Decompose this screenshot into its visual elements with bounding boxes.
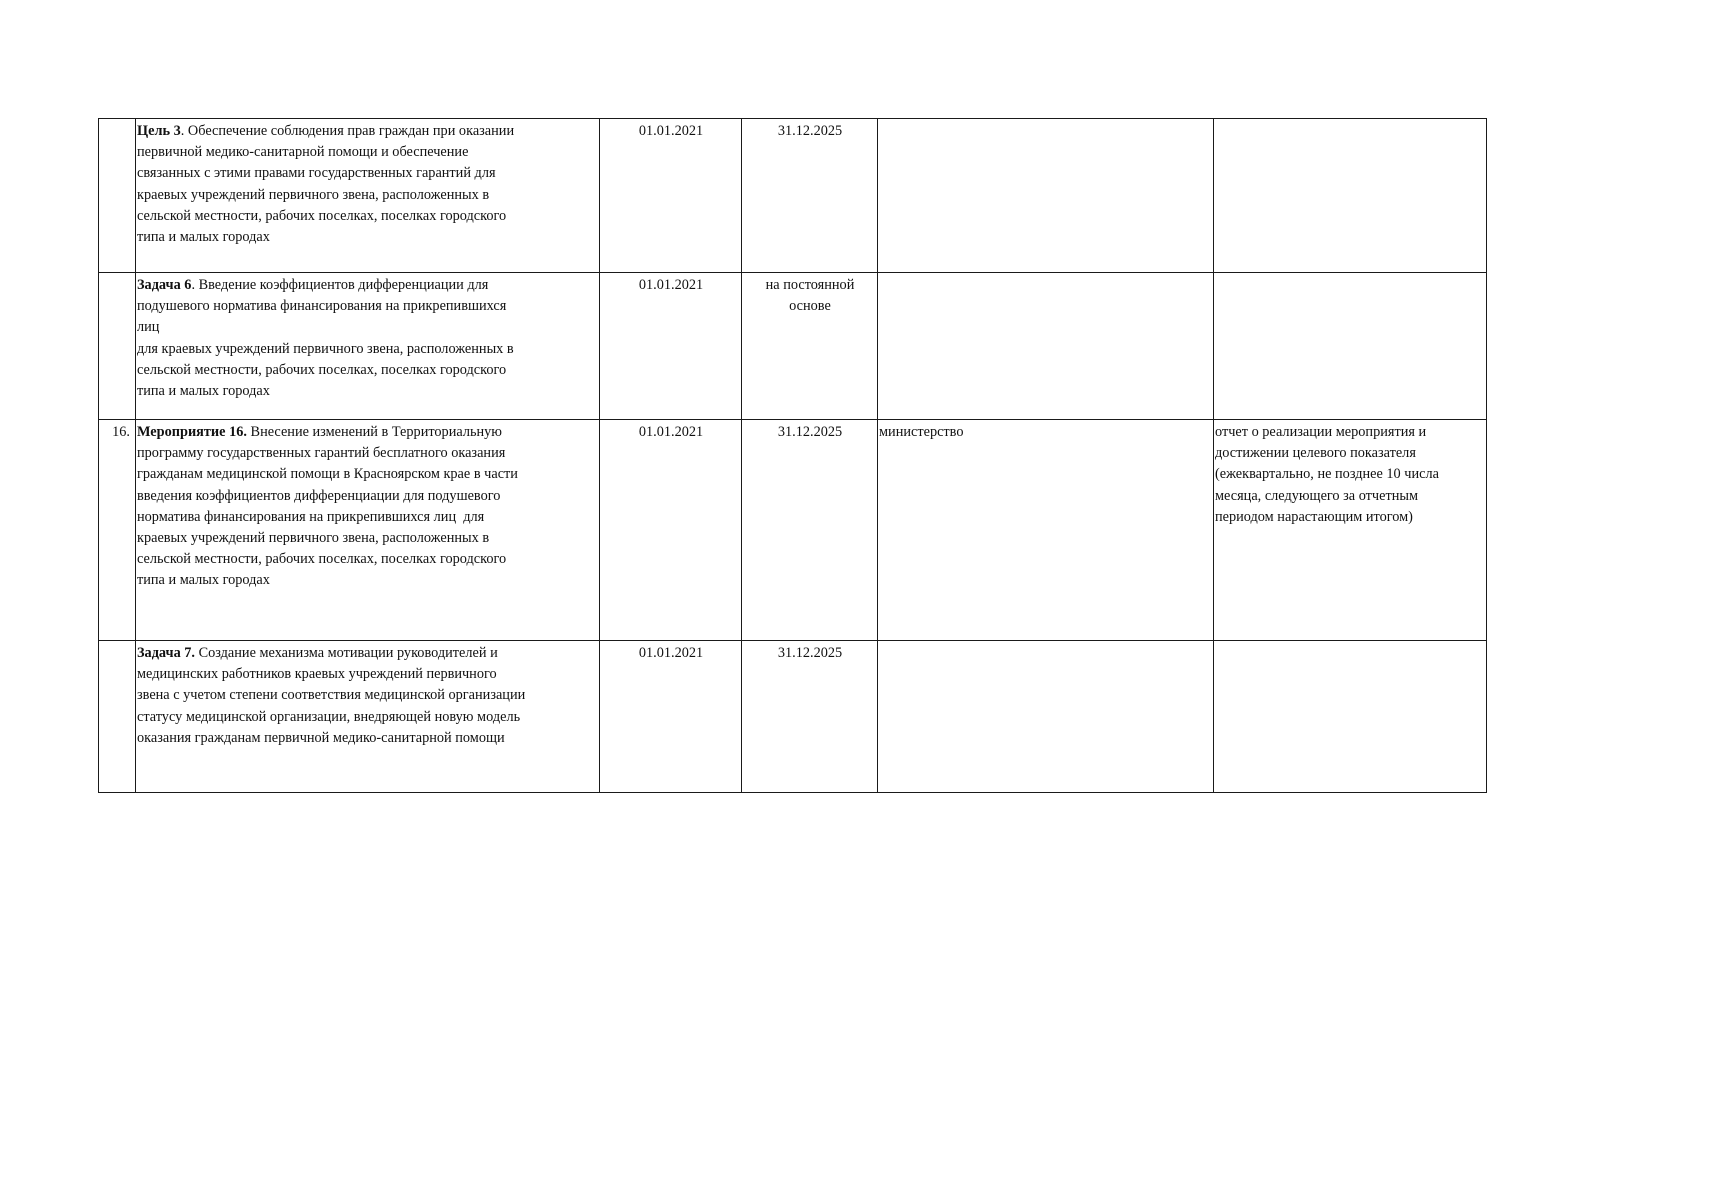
description-line: типа и малых городах bbox=[137, 572, 270, 589]
task-label: Задача 7. bbox=[137, 645, 196, 661]
description-line: . Обеспечение соблюдения прав граждан при оказании bbox=[180, 123, 515, 139]
result-line: месяца, следующего за отчетным bbox=[1215, 487, 1419, 504]
description-line: Создание механизма мотивации руководителей и bbox=[195, 645, 498, 661]
responsible-cell bbox=[878, 119, 1214, 273]
end-date-cell bbox=[742, 641, 878, 793]
description-line: введения коэффициентов дифференциации для подушевого bbox=[137, 487, 501, 504]
description-line: гражданам медицинской помощи в Красноярском крае в части bbox=[137, 466, 518, 483]
row-number-cell bbox=[99, 273, 136, 420]
responsible-cell: министерство bbox=[878, 420, 1214, 641]
responsible-cell bbox=[878, 273, 1214, 420]
description-line: звена с учетом степени соответствия медицинской организации bbox=[137, 687, 526, 704]
description-line: лиц bbox=[137, 319, 160, 336]
measures-table bbox=[98, 118, 1487, 793]
description-line: Внесение изменений в Территориальную bbox=[246, 424, 502, 440]
table-row bbox=[99, 119, 1487, 273]
result-line: отчет о реализации мероприятия и bbox=[1215, 424, 1427, 440]
row-number-cell bbox=[99, 119, 136, 273]
result-line: достижении целевого показателя bbox=[1215, 445, 1416, 462]
end-date-cell bbox=[742, 273, 878, 420]
end-date-line: 31.12.2025 bbox=[777, 123, 843, 139]
row-number-cell: 16. bbox=[99, 420, 136, 641]
table-row bbox=[99, 641, 1487, 793]
start-date-cell: 01.01.2021 bbox=[600, 641, 742, 793]
goal-label: Цель 3 bbox=[137, 123, 181, 139]
end-date-line: основе bbox=[789, 298, 831, 315]
description-line: оказания гражданам первичной медико-санитарной помощи bbox=[137, 729, 505, 746]
description-cell bbox=[136, 641, 600, 793]
result-cell bbox=[1214, 119, 1487, 273]
description-line: статусу медицинской организации, внедряющей новую модель bbox=[137, 708, 521, 725]
table-row bbox=[99, 273, 1487, 420]
responsible-cell bbox=[878, 641, 1214, 793]
description-line: краевых учреждений первичного звена, расположенных в bbox=[137, 530, 490, 547]
description-line: связанных с этими правами государственных гарантий для bbox=[137, 165, 496, 182]
description-cell bbox=[136, 119, 600, 273]
start-date-cell: 01.01.2021 bbox=[600, 119, 742, 273]
description-line: первичной медико-санитарной помощи и обеспечение bbox=[137, 144, 469, 161]
description-line: сельской местности, рабочих поселках, поселках городского bbox=[137, 361, 507, 378]
end-date-line: 31.12.2025 bbox=[777, 645, 843, 661]
description-line: краевых учреждений первичного звена, расположенных в bbox=[137, 186, 490, 203]
measure-label: Мероприятие 16. bbox=[137, 424, 247, 440]
description-line: сельской местности, рабочих поселках, поселках городского bbox=[137, 551, 507, 568]
start-date-cell: 01.01.2021 bbox=[600, 273, 742, 420]
description-line: . Введение коэффициентов дифференциации для bbox=[191, 277, 489, 293]
description-line: типа и малых городах bbox=[137, 383, 270, 400]
result-cell bbox=[1214, 273, 1487, 420]
result-cell bbox=[1214, 641, 1487, 793]
start-date-cell: 01.01.2021 bbox=[600, 420, 742, 641]
result-line: периодом нарастающим итогом) bbox=[1215, 508, 1413, 525]
task-label: Задача 6 bbox=[137, 277, 192, 293]
description-line: сельской местности, рабочих поселках, поселках городского bbox=[137, 207, 507, 224]
row-number-cell bbox=[99, 641, 136, 793]
description-line: норматива финансирования на прикрепившихся лиц для bbox=[137, 508, 485, 525]
end-date-cell bbox=[742, 420, 878, 641]
description-cell bbox=[136, 273, 600, 420]
table-row bbox=[99, 420, 1487, 641]
description-line: медицинских работников краевых учреждений первичного bbox=[137, 666, 497, 683]
end-date-line: на постоянной bbox=[765, 277, 855, 293]
result-cell bbox=[1214, 420, 1487, 641]
description-line: подушевого норматива финансирования на прикрепившихся bbox=[137, 298, 507, 315]
description-line: для краевых учреждений первичного звена, расположенных в bbox=[137, 340, 514, 357]
end-date-cell bbox=[742, 119, 878, 273]
description-line: типа и малых городах bbox=[137, 229, 270, 246]
description-line: программу государственных гарантий бесплатного оказания bbox=[137, 445, 506, 462]
result-line: (ежеквартально, не позднее 10 числа bbox=[1215, 466, 1439, 483]
description-cell bbox=[136, 420, 600, 641]
end-date-line: 31.12.2025 bbox=[777, 424, 843, 440]
